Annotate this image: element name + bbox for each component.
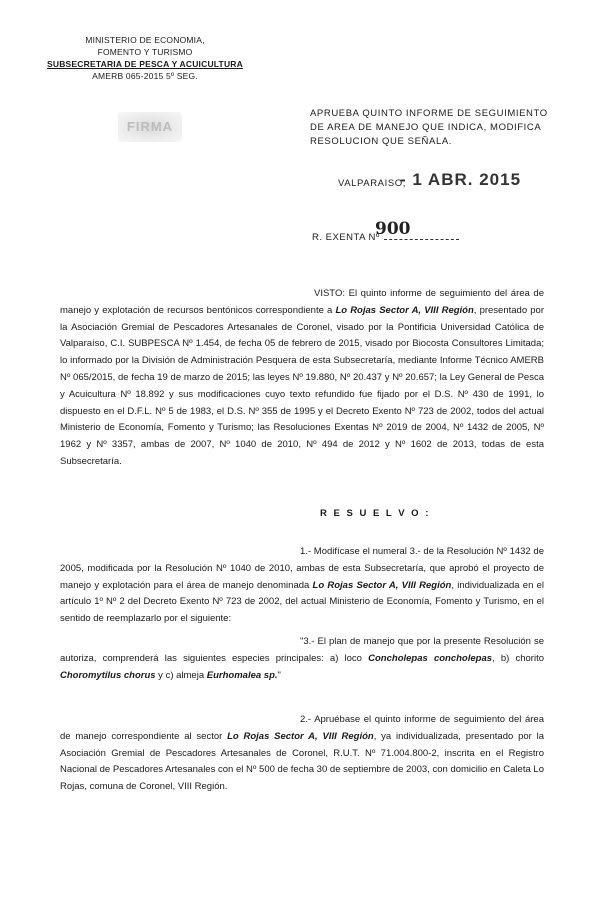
item-2-paragraph: 2.- Apruébase el quinto informe de seguimiento del área de manejo correspondiente al sector Lo Rojas Sector A, VIII Región, ya individualizada, presentado por la Asociación Gremial de Pescadores Artesanales de Coronel, R.U.T. Nº 71.004.800-2, inscrita en el Registro Nacional de Pescadores Artesanales con el Nº 500 de fecha 30 de septiembre de 2003, con domicilio en Caleta Lo Rojas, comuna de Coronel, VIII Región. [60, 714, 544, 793]
signature-stamp: FIRMA [118, 112, 182, 142]
quoted-numeral: "3.- El plan de manejo que por la presente Resolución se autoriza, comprenderá las siguientes especies principales: a) loco Concholepas concholepas, b) chorito Choromytilus chorus y c) almeja Eurhomalea sp." [60, 636, 544, 681]
resolution-number: 900 [375, 219, 411, 239]
visto-label: VISTO: [314, 288, 345, 299]
species-name: Concholepas concholepas [368, 652, 493, 664]
issuer-header [30, 34, 260, 82]
species-name: Eurhomalea sp. [206, 669, 278, 681]
visto-paragraph: VISTO: El quinto informe de seguimiento del área de manejo y explotación de recursos bentónicos correspondiente a Lo Rojas Sector A, VIII Región, presentado por la Asociación Gremial de Pescadores Artesanales de Coronel, visado por la Pontificia Universidad Católica de Valparaíso, C.I. SUBPESCA Nº 1.454, de fecha 05 de febrero de 2015, visado por Biocosta Consultores Limitada; lo informado por la División de Administración Pesquera de esta Subsecretaría, mediante Informe Técnico AMERB Nº 065/2015, de fecha 19 de marzo de 2015; las leyes Nº 19.880, Nº 20.437 y Nº 20.657; la Ley General de Pesca y Acuicultura Nº 18.892 y sus modificaciones cuyo texto refundido fue fijado por el D.S. Nº 430 de 1991, lo dispuesto en el D.F.L. Nº 5 de 1983, el D.S. Nº 355 de 1995 y el Decreto Exento Nº 723 de 2002, todos del actual Ministerio de Economía, Fomento y Turismo; las Resoluciones Exentas Nº 2019 de 2004, Nº 1432 de 2005, Nº 1962 y Nº 3357, ambas de 2007, Nº 1040 de 2010, Nº 494 de 2012 y Nº 1602 de 2013, todas de esta Subsecretaría. [60, 288, 544, 467]
ministry-name: MINISTERIO DE ECONOMIA, [85, 35, 205, 45]
number-blank [384, 239, 459, 240]
area-name: Lo Rojas Sector A, VIII Región [227, 730, 374, 742]
resuelvo-heading: R E S U E L V O : [320, 508, 431, 519]
species-name: Choromytilus chorus [60, 669, 156, 681]
resolution-label: R. EXENTA Nº [312, 232, 380, 243]
date-stamp: - 1 ABR. 2015 [400, 170, 522, 189]
subject-heading: APRUEBA QUINTO INFORME DE SEGUIMIENTO DE AREA DE MANEJO QUE INDICA, MODIFICA RESOLUCION QUE SEÑALA. [310, 108, 548, 147]
place-label: VALPARAISO, [338, 178, 407, 189]
item-1-paragraph: 1.- Modifícase el numeral 3.- de la Resolución Nº 1432 de 2005, modificada por la Resolución Nº 1040 de 2010, ambas de esta Subsecretaría, que aprobó el proyecto de manejo y explotación para el área de manejo denominada Lo Rojas Sector A, VIII Región, individualizada en el artículo 1º Nº 2 del Decreto Exento Nº 723 de 2002, del actual Ministerio de Economía, Fomento y Turismo, en el sentido de reemplazarlo por el siguiente: [60, 546, 544, 625]
ministry-name-cont: FOMENTO Y TURISMO [97, 47, 193, 57]
area-name: Lo Rojas Sector A, VIII Región [312, 579, 452, 591]
reference-code: AMERB 065-2015 5º SEG. [92, 71, 198, 81]
subsecretaria-name: SUBSECRETARIA DE PESCA Y ACUICULTURA [47, 59, 243, 69]
area-name: Lo Rojas Sector A, VIII Región [335, 304, 474, 316]
